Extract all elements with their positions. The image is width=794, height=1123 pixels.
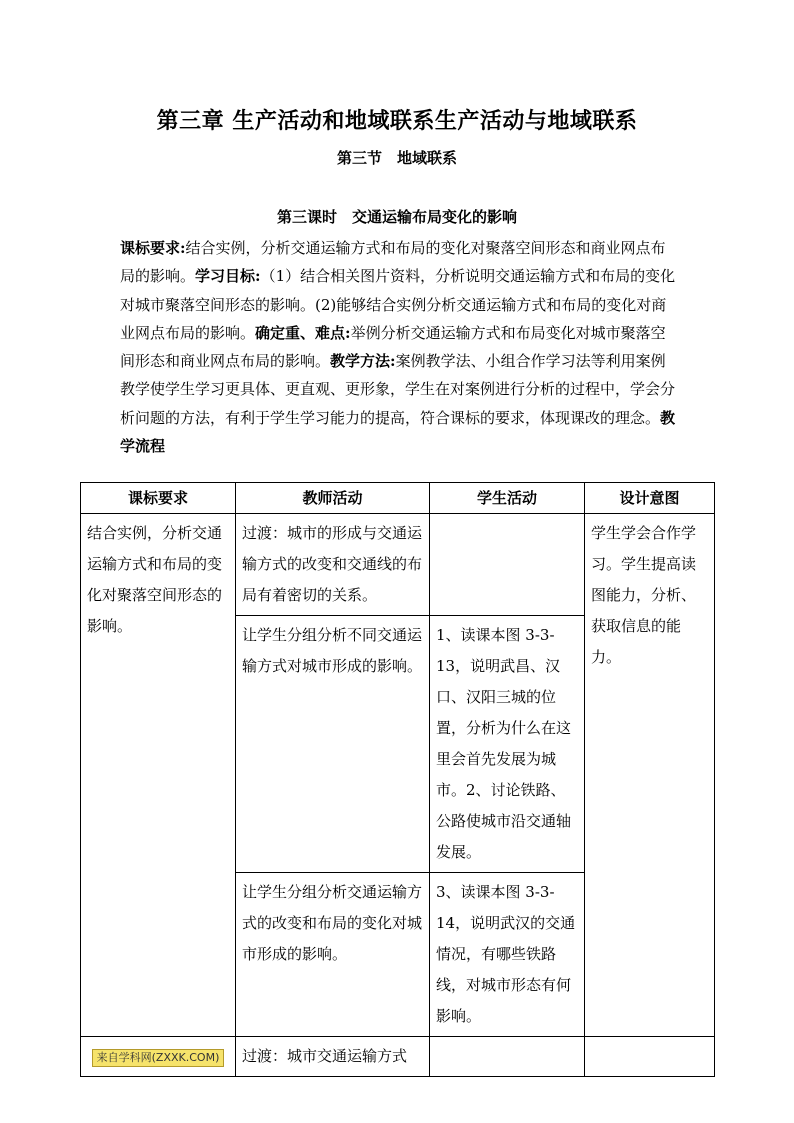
watermark-cell: [81, 1037, 236, 1077]
header-design-intent: 设计意图: [585, 483, 715, 514]
teaching-flow-table: [80, 482, 715, 1077]
teaching-method-text: 案例教学法、小组合作学习法等利用案例教学使学生学习更具体、更直观、更形象，学生在对案例进行分析的过程中，学会分析问题的方法，有利于学生学习能力的提高，符合课标的要求，体现课改的理念。: [120, 352, 676, 427]
lesson-title: 第三课时 交通运输布局变化的影响: [276, 208, 517, 226]
learning-objectives-text: （1）结合相关图片资料，分析说明交通运输方式和布局的变化对城市聚落空间形态的影响。(2)能够结合实例分析交通运输方式和布局的变化对商业网点布局的影响。: [120, 267, 676, 342]
design-intent-cell: 学生学会合作学习。学生提高读图能力，分析、获取信息的能力。: [585, 514, 715, 1037]
key-points-text: 举例分析交通运输方式和布局变化对城市聚落空间形态和商业网点布局的影响。: [120, 323, 666, 371]
teacher-activity-cell: 过渡：城市交通运输方式: [236, 1037, 430, 1077]
design-intent-cell: [585, 1037, 715, 1077]
teacher-activity-cell: 让学生分组分析交通运输方式的改变和布局的变化对城市形成的影响。: [236, 873, 430, 1037]
curriculum-requirement-text: 结合实例，分析交通运输方式和布局的变化对聚落空间形态和商业网点布局的影响。: [120, 239, 666, 286]
table-header-row: [81, 483, 715, 514]
student-activity-cell: [430, 1037, 585, 1077]
section-title: 第三节 地域联系: [336, 149, 457, 167]
curriculum-cell: 结合实例，分析交通运输方式和布局的变化对聚落空间形态的影响。: [81, 514, 236, 1037]
table-row: [81, 1037, 715, 1077]
intro-paragraph: [120, 234, 680, 460]
table-row: [81, 514, 715, 616]
header-teacher-activity: 教师活动: [236, 483, 430, 514]
teaching-method-label: 教学方法:: [330, 352, 396, 371]
teaching-process-label: 教学流程: [120, 408, 676, 456]
watermark-badge[interactable]: 来自学科网(ZXXK.COM): [92, 1049, 225, 1067]
header-curriculum: 课标要求: [81, 483, 236, 514]
header-student-activity: 学生活动: [430, 483, 585, 514]
teacher-activity-cell: 让学生分组分析不同交通运输方式对城市形成的影响。: [236, 616, 430, 873]
student-activity-cell: 1、读课本图 3-3-13，说明武昌、汉口、汉阳三城的位置，分析为什么在这里会首先发展为城市。2、讨论铁路、公路使城市沿交通轴发展。: [430, 616, 585, 873]
document-title: 第三章 生产活动和地域联系生产活动与地域联系: [156, 108, 638, 134]
key-points-label: 确定重、难点:: [255, 323, 351, 342]
teacher-activity-cell: 过渡：城市的形成与交通运输方式的改变和交通线的布局有着密切的关系。: [236, 514, 430, 616]
student-activity-cell: [430, 514, 585, 616]
curriculum-requirement-label: 课标要求:: [120, 239, 186, 257]
learning-objectives-label: 学习目标:: [195, 267, 261, 286]
student-activity-cell: 3、读课本图 3-3-14，说明武汉的交通情况，有哪些铁路线，对城市形态有何影响。: [430, 873, 585, 1037]
